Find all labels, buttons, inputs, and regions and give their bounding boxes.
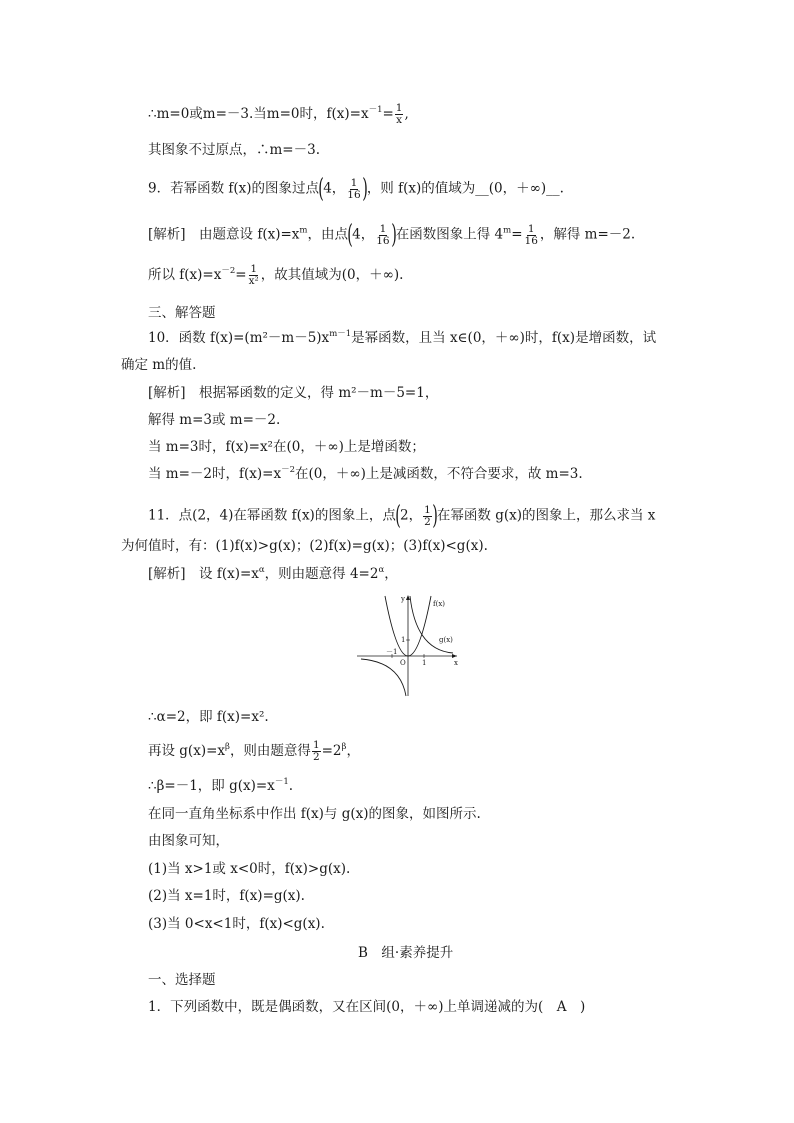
solution-10-2: 解得 m=3或 m=－2. — [148, 412, 281, 428]
question-10-cont: 确定 m的值. — [121, 357, 197, 373]
solution-11-1: [解析] 设 $f(x)=x^\alpha$，则由题意得 $4=2^\alpha$， — [148, 565, 398, 582]
answer-blank: __(0，＋∞)__ — [475, 180, 560, 197]
tick-1-y: 1 — [401, 636, 406, 644]
group-heading: B 组·素养提升 — [358, 945, 454, 961]
section-heading-choice: 一、选择题 — [148, 972, 216, 988]
solution-10-4: 当 m=－2时，$f(x)=x^{-2}$在(0，＋∞)上是减函数，不符合要求，故 m=3. — [148, 465, 583, 482]
solution-11-2: ∴α=2，即 f(x)=x². — [148, 709, 269, 725]
y-axis-label: y — [401, 595, 405, 603]
question-b1: 1．下列函数中，既是偶函数，又在区间(0，＋∞)上单调递减的为( A ) — [148, 999, 586, 1015]
answer-choice: A — [556, 999, 567, 1015]
solution-11-8: (2)当 x=1时，f(x)=g(x). — [148, 888, 305, 904]
solution-11-5: 在同一直角坐标系中作出 f(x)与 g(x)的图象，如图所示. — [148, 806, 481, 822]
question-10: 10．函数 $f(x)=(m^2-m-5)x^{m-1}$是幂函数，且当 x∈(0，＋∞)时，f(x)是增函数，试 — [148, 329, 657, 346]
function-graph — [357, 592, 461, 698]
x-axis-arrow-icon — [452, 654, 457, 658]
fraction: $\frac{1}{x}$ — [395, 102, 403, 126]
tick-1-x: 1 — [422, 659, 427, 667]
x-axis-label: x — [454, 659, 458, 667]
solution-11-9: (3)当 0<x<1时，f(x)<g(x). — [148, 916, 325, 932]
solution-11-3: 再设 $g(x)=x^\beta$，则由题意得 $\frac{1}{2}$ $=2^\beta$， — [148, 739, 360, 763]
solution-10-1: [解析] 根据幂函数的定义，得 m²－m－5=1， — [148, 385, 439, 401]
question-11-cont: 为何值时，有：(1)f(x)>g(x)；(2)f(x)=g(x)；(3)f(x)<g(x). — [121, 538, 488, 554]
solution-11-4: ∴β=－1，即 $g(x)=x^{-1}$. — [148, 777, 294, 794]
y-axis-arrow-icon — [406, 595, 410, 600]
tick-neg1: －1 — [386, 648, 398, 656]
solution-9: [解析] 由题意设 $f(x)=x^m$，由点(4， $\frac{1}{16}$ )在函数图象上得 $4^m=$ $\frac{1}{16}$ ，解得 m=－2. — [148, 220, 636, 250]
solution-10-3: 当 m=3时，f(x)=x²在(0，＋∞)上是增函数； — [148, 439, 425, 455]
f-label: f(x) — [433, 600, 446, 608]
g-label: g(x) — [439, 636, 453, 644]
curve-g-positive — [410, 596, 453, 653]
origin-label: O — [400, 659, 406, 667]
solution-11-6: 由图象可知， — [148, 833, 229, 849]
line-2: 其图象不过原点，∴m=－3. — [148, 142, 320, 158]
section-heading: 三、解答题 — [148, 305, 216, 321]
line-1: ∴m=0或m=－3.当m=0时，$f(x)=x^{-1}=$ $\frac{1}{x}$ , — [148, 102, 409, 126]
solution-11-7: (1)当 x>1或 x<0时，f(x)>g(x). — [148, 861, 351, 877]
question-11: 11．点(2，4)在幂函数 f(x)的图象上，点(2， $\frac{1}{2}$ )在幂函数 g(x)的图象上，那么求当 x — [148, 501, 656, 531]
question-9: 9．若幂函数 f(x)的图象过点(4， $\frac{1}{16}$ )，则 f(x)的值域为__(0，＋∞)__. — [148, 174, 564, 204]
solution-9-cont: 所以 $f(x)=x^{-2}=$ $\frac{1}{\text{x²}}$ ，故其值域为(0，＋∞). — [148, 263, 404, 287]
